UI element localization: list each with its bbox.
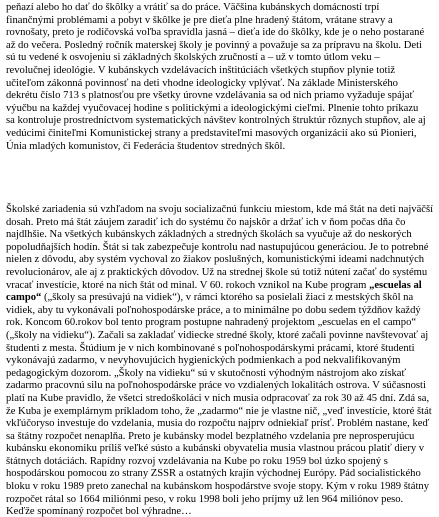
- program-name: „escuelas al campo“: [6, 279, 422, 304]
- paragraph-schools-text-a: Školské zariadenia sú vzhľadom na svoju socializačnú funkciu miestom, kde má štát na deti najväčší dosah. Preto má štát záujem zaradiť ich do systému čo najskôr a držať ich v ňom počas dňa čo najdlhšie. Na všetkých kubánskych základných a stredných školách sa vyučuje až do neskorých popoludňajších hodín. Štát si tak zabezpečuje kontrolu nad nastupujúcou generáciou. Je to potrebné nielen z dôvodu, aby systém vychoval zo žiakov poslušných, komunistickými ideami nadchnutých revolucionárov, ale aj z praktických dôvodov. Už na strednej škole sú totiž nútení začať do systému vracať investície, ktoré na nich štát od minal. V 60. rokoch vznikol na Kube program: [6, 204, 434, 291]
- paragraph-kindergarten: peňazí alebo ho dať do škôlky a vrátiť sa do práce. Väčšina kubánskych domácností trpí finančnými problémami a pobyt v škôlke je pre dieťa plne hradený štátom, vrátane stravy a rovnošaty, preto je rodičovská voľba spravidla jasná – dieťa ide do škôlky, kde je o neho postarané až do večera. Posledný ročník materskej školy je povinný a považuje sa za prípravu na školu. Deti sú tu vedené k osvojeniu si základných školských zručností a – už v tomto útlom veku – revolučnej ideológie. V kubánskych vzdelávacích inštitúciách všetkých stupňov plynie totiž učiteľom zákonná povinnosť na deti vhodne ideologicky vplývať. Na základe Ministerského dekrétu číslo 713 s platnosťou pre všetky úrovne vzdelávania sa od nich priamo vyžaduje spájať výučbu na každej vyučovacej hodine s politickými a ideologickými cieľmi. Plnenie tohto príkazu sa kontroluje prostredníctvom systematických návštev kontrolných štruktúr rôznych stupňov, ale aj vedúcimi činiteľmi Komunistickej strany a predstaviteľmi masových organizácií ako sú Pionieri, Únia mladých komunistov, či Federácia študentov stredných škôl.: [6, 2, 426, 152]
- paragraph-schools: [6, 204, 434, 517]
- paragraph-schools-text-b: („školy sa presúvajú na vidiek“), v rámci ktorého sa posielali žiaci z mestských škôl na vidiek, aby tu vykonávali poľnohospodárske práce, a to minimálne po dobu sedem týždňov každý rok. Koncom 60.rokov bol tento program postupne nahradený projektom „escuelas en el campo“ („školy na vidieku“). Začali sa zakladať vidiecke stredné školy, ktoré začali povinne navštevovať aj študenti z mesta. Štúdium je v nich kombinované s poľnohospodárskymi prácami, ktoré študenti vykonávajú zadarmo, v nevyhovujúcich hygienických podmienkach a pod nekvalifikovaným pedagogickým dozorom. „Školy na vidieku“ sú v skutočnosti výhodným nástrojom ako získať zadarmo pracovnú silu na poľnohospodárske práce vo vzdialených lokalitách ostrova. V súčasnosti platí na Kube pravidlo, že všetci stredoškoláci v nich musia odpracovať za rok 30 až 45 dní. Zdá sa, že Kuba je exemplárnym príkladom toho, že „zadarmo“ nie je vlastne nič, „veď investície, ktoré štát vkľúčoryso investuje do vzdelania, musia do rozpočtu najprv odniekiaľ prísť. Problém nastane, keď sa štátny rozpočet nenaplňa. Preto je kubánsky model bezplatného vzdelania pre neprosperujúcu kubánsku ekonomiku príliš veľké sústo a kubánski obyvatelia musia vlastnou prácou platiť diery v štátnych dotáciách. Rapídny rozvoj vzdelávania na Kube po roku 1959 bol úzko spojený s hospodárskou pomocou zo strany ZSSR a ostatných krajín východnej Európy. Pád socialistického bloku v roku 1989 preto zanechal na kubánskom hospodárstve svoje stopy. Kým v roku 1989 štátny rozpočet rátal so 1664 miliónmi peso, v roku 1998 boli jeho príjmy už len 964 miliónov peso. Keďže spomínaný rozpočet bol výhradne…: [6, 292, 432, 517]
